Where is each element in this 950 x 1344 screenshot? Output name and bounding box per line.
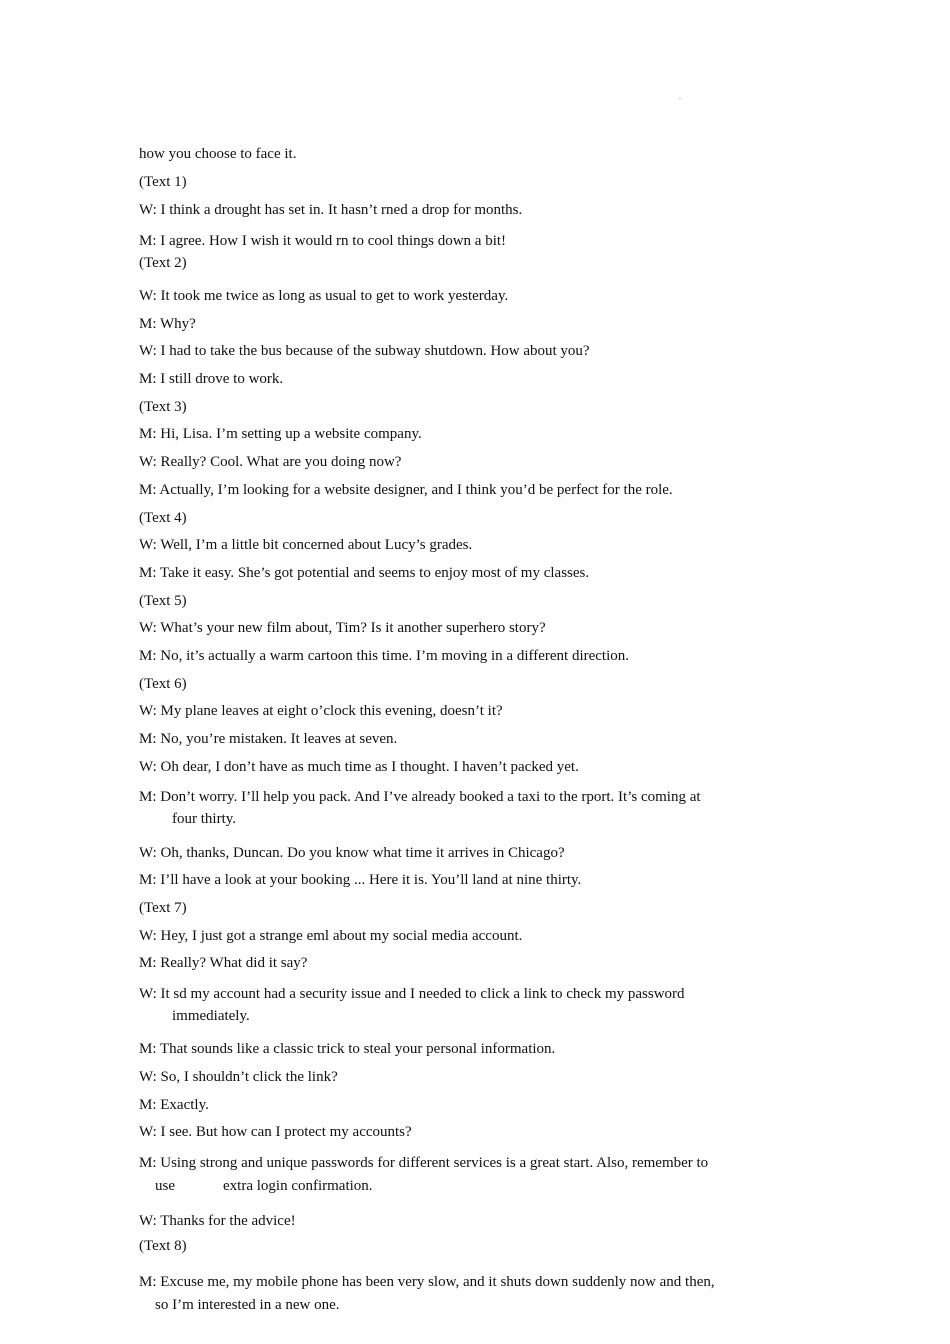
dialogue-line: W: Hey, I just got a strange eml about my social media account. [139,928,523,944]
section-heading: (Text 3) [139,399,187,415]
dialogue-line: W: Oh dear, I don’t have as much time as I thought. I haven’t packed yet. [139,759,579,775]
dialogue-line: M: That sounds like a classic trick to steal your personal information. [139,1041,556,1057]
dialogue-line: W: It took me twice as long as usual to get to work yesterday. [139,288,509,304]
section-heading: (Text 1) [139,174,187,190]
section-heading: (Text 6) [139,676,187,692]
dialogue-line: M: Hi, Lisa. I’m setting up a website company. [139,426,422,442]
dialogue-line: M: Take it easy. She’s got potential and seems to enjoy most of my classes. [139,565,590,581]
text-line: how you choose to face it. [139,146,297,162]
continuation-part: use [155,1178,175,1194]
dialogue-line-continuation [155,1175,373,1197]
dialogue-line: M: Really? What did it say? [139,955,308,971]
dialogue-line-continuation: immediately. [172,1008,250,1024]
dialogue-line [139,786,769,809]
dialogue-line-first: M: Don’t worry. I’ll help you pack. And I’ve already booked a taxi to the rport. It’s coming at [139,789,701,805]
dialogue-line: W: Really? Cool. What are you doing now? [139,454,402,470]
dialogue-line-first: M: Using strong and unique passwords for different services is a great start. Also, remember to [139,1155,709,1171]
dialogue-line: W: So, I shouldn’t click the link? [139,1069,338,1085]
section-heading: (Text 8) [139,1238,187,1254]
dialogue-line: W: Oh, thanks, Duncan. Do you know what time it arrives in Chicago? [139,845,565,861]
dialogue-line: W: I see. But how can I protect my accounts? [139,1124,412,1140]
dialogue-line: M: I’ll have a look at your booking ... Here it is. You’ll land at nine thirty. [139,872,582,888]
dialogue-line [139,1271,780,1294]
section-heading: (Text 7) [139,900,187,916]
dialogue-line-first: W: It sd my account had a security issue and I needed to click a link to check my password [139,986,685,1002]
dialogue-line: M: Actually, I’m looking for a website designer, and I think you’d be perfect for the role. [139,482,673,498]
header-mark: " [679,98,682,104]
dialogue-line: W: Thanks for the advice! [139,1213,296,1229]
dialogue-line: W: I had to take the bus because of the subway shutdown. How about you? [139,343,590,359]
section-heading: (Text 5) [139,593,187,609]
section-heading: (Text 2) [139,255,187,271]
dialogue-line: W: My plane leaves at eight o’clock this evening, doesn’t it? [139,703,503,719]
dialogue-line: W: What’s your new film about, Tim? Is it another superhero story? [139,620,546,636]
dialogue-line: M: Exactly. [139,1097,209,1113]
dialogue-line: M: Why? [139,316,196,332]
dialogue-line [139,1152,780,1175]
dialogue-line: W: I think a drought has set in. It hasn’t rned a drop for months. [139,202,523,218]
dialogue-line: M: I agree. How I wish it would rn to cool things down a bit! [139,233,507,249]
dialogue-line-continuation: so I’m interested in a new one. [155,1297,340,1313]
dialogue-line: W: Well, I’m a little bit concerned about Lucy’s grades. [139,537,473,553]
dialogue-line-first: M: Excuse me, my mobile phone has been very slow, and it shuts down suddenly now and then, [139,1274,715,1290]
continuation-part: extra login confirmation. [223,1178,373,1194]
dialogue-line-continuation: four thirty. [172,811,237,827]
dialogue-line [139,983,769,1006]
dialogue-line: M: I still drove to work. [139,371,284,387]
dialogue-line: M: No, it’s actually a warm cartoon this time. I’m moving in a different direction. [139,648,630,664]
dialogue-line: M: No, you’re mistaken. It leaves at seven. [139,731,398,747]
section-heading: (Text 4) [139,510,187,526]
